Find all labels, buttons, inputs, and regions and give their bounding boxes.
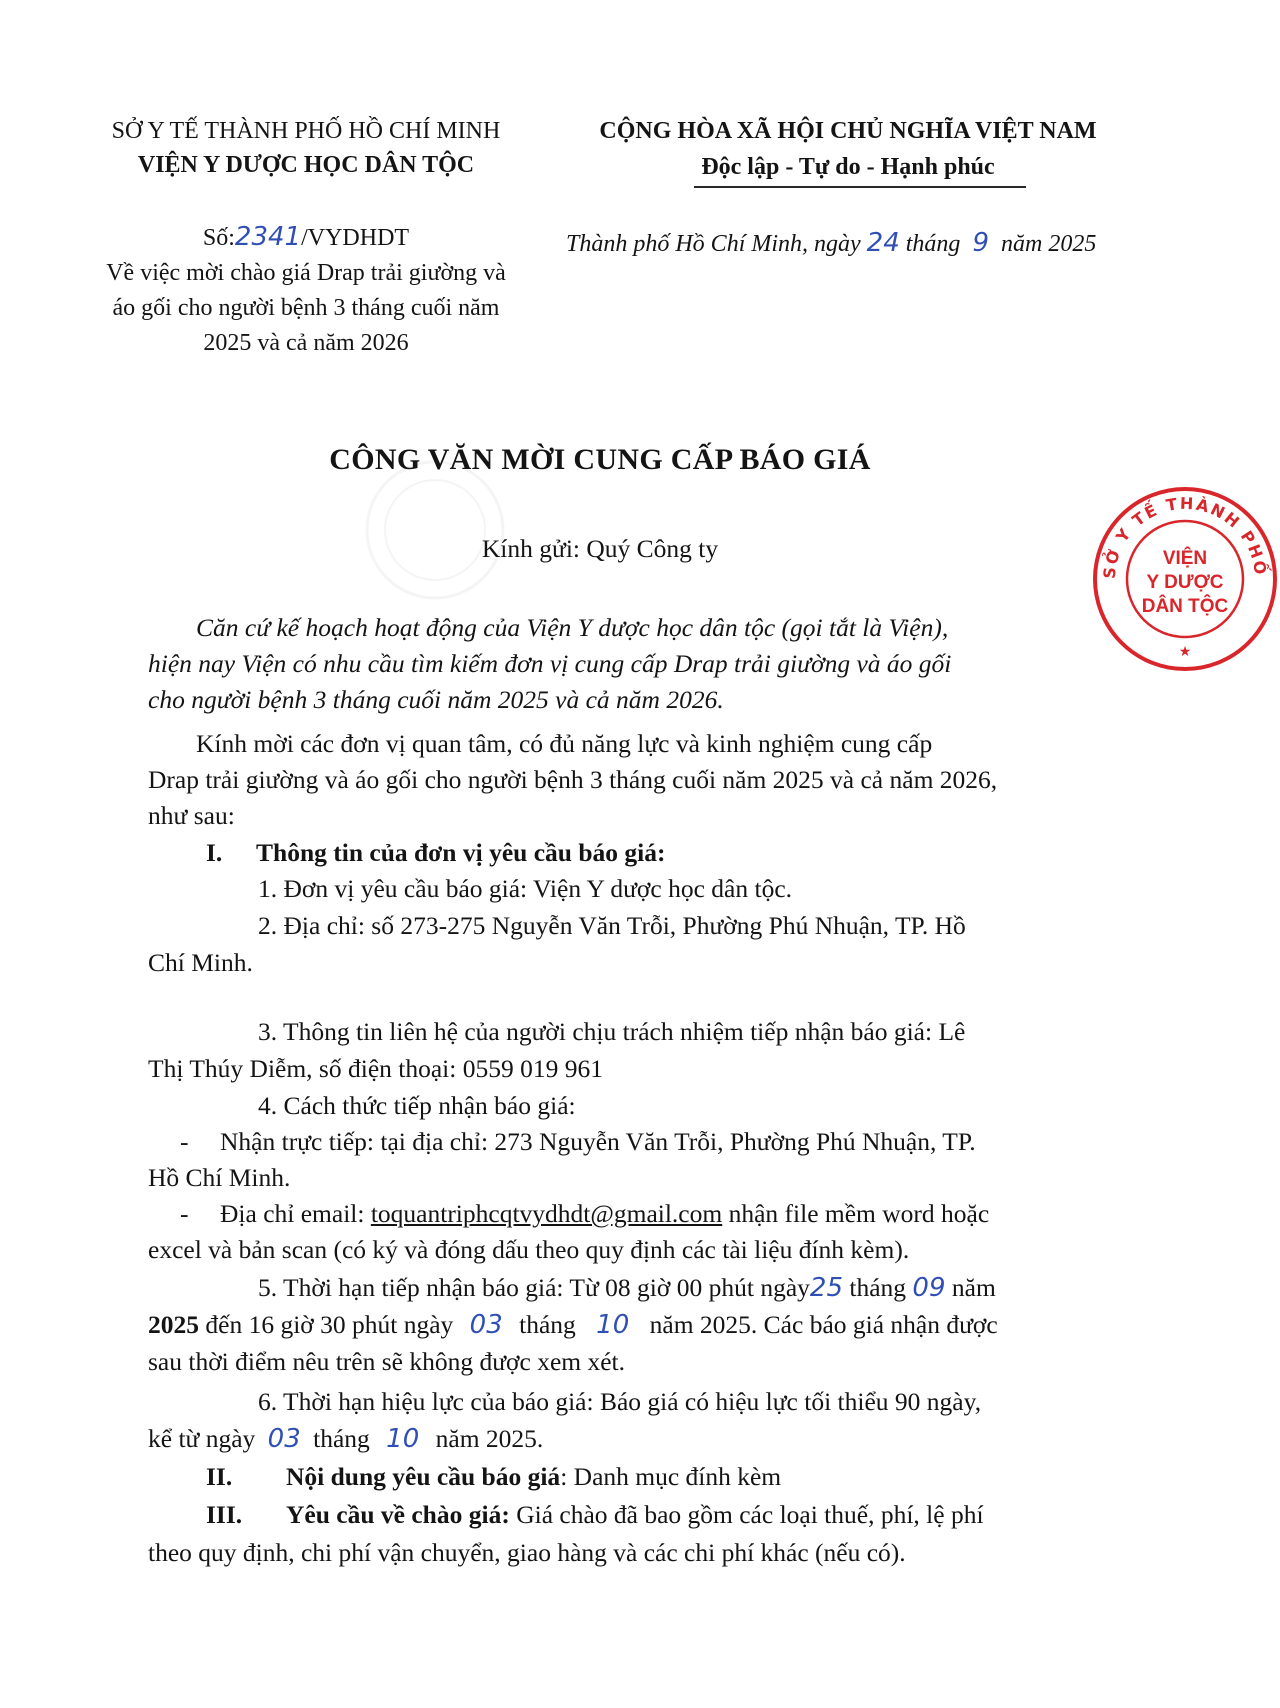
section-3-heading: Yêu cầu về chào giá:: [286, 1500, 510, 1529]
handwritten-end-month: 10: [596, 1310, 630, 1340]
bullet-1-line-2: Hồ Chí Minh.: [148, 1163, 291, 1192]
greeting: Kính gửi: Quý Công ty: [481, 534, 719, 563]
official-seal: [1090, 484, 1280, 674]
country-motto: CỘNG HÒA XÃ HỘI CHỦ NGHĨA VIỆT NAM: [599, 118, 1097, 144]
section-2-line: [286, 1459, 781, 1495]
item-4: 4. Cách thức tiếp nhận báo giá:: [258, 1091, 576, 1120]
email-link[interactable]: toquantriphcqtvydhdt@gmail.com: [370, 1199, 723, 1228]
handwritten-number: 2341: [234, 222, 302, 252]
item-6-line-1: 6. Thời hạn hiệu lực của báo giá: Báo giá có hiệu lực tối thiểu 90 ngày,: [258, 1387, 982, 1416]
email-note: nhận file mềm word hoặc: [728, 1199, 990, 1228]
invite-line-3: như sau:: [148, 801, 235, 830]
svg-text:★: ★: [1178, 645, 1192, 660]
svg-text:Y DƯỢC: Y DƯỢC: [1146, 572, 1224, 593]
section-3-text: Giá chào đã bao gồm các loại thuế, phí, lệ phí: [516, 1500, 984, 1529]
invite-line-2: Drap trải giường và áo gối cho người bệnh 3 tháng cuối năm 2025 và cả năm 2026,: [148, 765, 998, 794]
section-2-number: II.: [206, 1462, 233, 1491]
item-1: 1. Đơn vị yêu cầu báo giá: Viện Y dược học dân tộc.: [258, 874, 793, 903]
item-6-from-label: kể từ ngày: [148, 1424, 256, 1453]
svg-text:SỞ Y TẾ THÀNH PHỐ: SỞ Y TẾ THÀNH PHỐ: [1099, 493, 1271, 580]
item-5-end-text: đến 16 giờ 30 phút ngày: [205, 1310, 454, 1339]
subject-line-1: Về việc mời chào giá Drap trải giường và: [106, 260, 506, 286]
item-5-start-year: 2025: [148, 1310, 199, 1339]
subject-line-3: 2025 và cả năm 2026: [203, 330, 409, 356]
item-3-line-2: Thị Thúy Diễm, số điện thoại: 0559 019 961: [148, 1054, 603, 1083]
intro-line-3: cho người bệnh 3 tháng cuối năm 2025 và cả năm 2026.: [148, 685, 724, 714]
place-date-prefix: Thành phố Hồ Chí Minh, ngày: [566, 231, 861, 257]
bullet-1-dash: -: [180, 1127, 189, 1156]
item-5-end-month-label: tháng: [519, 1310, 576, 1339]
item-6-year-text: năm 2025.: [435, 1424, 544, 1453]
handwritten-day: 24: [866, 228, 900, 258]
month-label: tháng: [905, 231, 961, 257]
item-5-text: 5. Thời hạn tiếp nhận báo giá: Từ 08 giờ 00 phút ngày: [258, 1273, 810, 1302]
item-2-line-2: Chí Minh.: [148, 948, 253, 977]
place-date: [566, 226, 1096, 261]
svg-text:DÂN TỘC: DÂN TỘC: [1141, 596, 1229, 617]
intro-line-2: hiện nay Viện có nhu cầu tìm kiếm đơn vị cung cấp Drap trải giường và áo gối: [148, 649, 952, 678]
handwritten-end-day: 03: [469, 1310, 503, 1340]
email-label: Địa chỉ email:: [220, 1199, 365, 1228]
section-1-number: I.: [206, 838, 223, 867]
institute-name: VIỆN Y DƯỢC HỌC DÂN TỘC: [137, 152, 475, 178]
country-slogan: Độc lập - Tự do - Hạnh phúc: [701, 154, 995, 180]
handwritten-start-month: 09: [912, 1273, 946, 1303]
handwritten-start-day: 25: [809, 1273, 843, 1303]
slogan-underline: [694, 186, 1026, 188]
document-number: [86, 220, 526, 255]
item-5-year-label: năm: [951, 1273, 996, 1302]
bleed-through-stamp: [360, 455, 510, 605]
item-6-month-label: tháng: [313, 1424, 370, 1453]
item-2-line-1: 2. Địa chỉ: số 273-275 Nguyễn Văn Trỗi, Phường Phú Nhuận, TP. Hồ: [258, 911, 966, 940]
item-5-month-label: tháng: [849, 1273, 907, 1302]
section-3-line-2: theo quy định, chi phí vận chuyển, giao hàng và các chi phí khác (nếu có).: [148, 1538, 906, 1567]
section-3-number: III.: [206, 1500, 243, 1529]
section-1-heading: Thông tin của đơn vị yêu cầu báo giá:: [256, 838, 666, 867]
item-5-end-year-text: năm 2025. Các báo giá nhận được: [649, 1310, 998, 1339]
year-text: năm 2025: [1000, 231, 1097, 257]
intro-line-1: Căn cứ kế hoạch hoạt động của Viện Y dược học dân tộc (gọi tắt là Viện),: [196, 613, 949, 642]
document-title: CÔNG VĂN MỜI CUNG CẤP BÁO GIÁ: [329, 443, 871, 476]
handwritten-valid-month: 10: [386, 1424, 420, 1454]
bullet-2-dash: -: [180, 1199, 189, 1228]
number-prefix: Số:: [202, 225, 235, 251]
subject-line-2: áo gối cho người bệnh 3 tháng cuối năm: [112, 295, 500, 321]
section-3-line-1: [286, 1497, 984, 1533]
handwritten-valid-day: 03: [267, 1424, 301, 1454]
section-2-heading: Nội dung yêu cầu báo giá: [286, 1462, 561, 1491]
section-2-text: : Danh mục đính kèm: [560, 1462, 782, 1491]
item-6-line-2: [148, 1421, 543, 1457]
item-3-line-1: 3. Thông tin liên hệ của người chịu trách nhiệm tiếp nhận báo giá: Lê: [258, 1017, 966, 1046]
bullet-2-line-2: excel và bản scan (có ký và đóng dấu theo quy định các tài liệu đính kèm).: [148, 1235, 910, 1264]
svg-text:VIỆN: VIỆN: [1162, 548, 1208, 569]
item-5-line-1: [258, 1270, 996, 1306]
handwritten-month: 9: [972, 228, 989, 258]
agency-name: SỞ Y TẾ THÀNH PHỐ HỒ CHÍ MINH: [111, 118, 501, 144]
bullet-1-line-1: Nhận trực tiếp: tại địa chỉ: 273 Nguyễn Văn Trỗi, Phường Phú Nhuận, TP.: [220, 1127, 976, 1156]
invite-line-1: Kính mời các đơn vị quan tâm, có đủ năng lực và kinh nghiệm cung cấp: [196, 729, 933, 758]
item-5-line-3: sau thời điểm nêu trên sẽ không được xem xét.: [148, 1347, 626, 1376]
number-suffix: /VYDHDT: [301, 225, 410, 251]
bullet-2-line-1: [220, 1196, 989, 1232]
item-5-line-2: [148, 1307, 998, 1343]
